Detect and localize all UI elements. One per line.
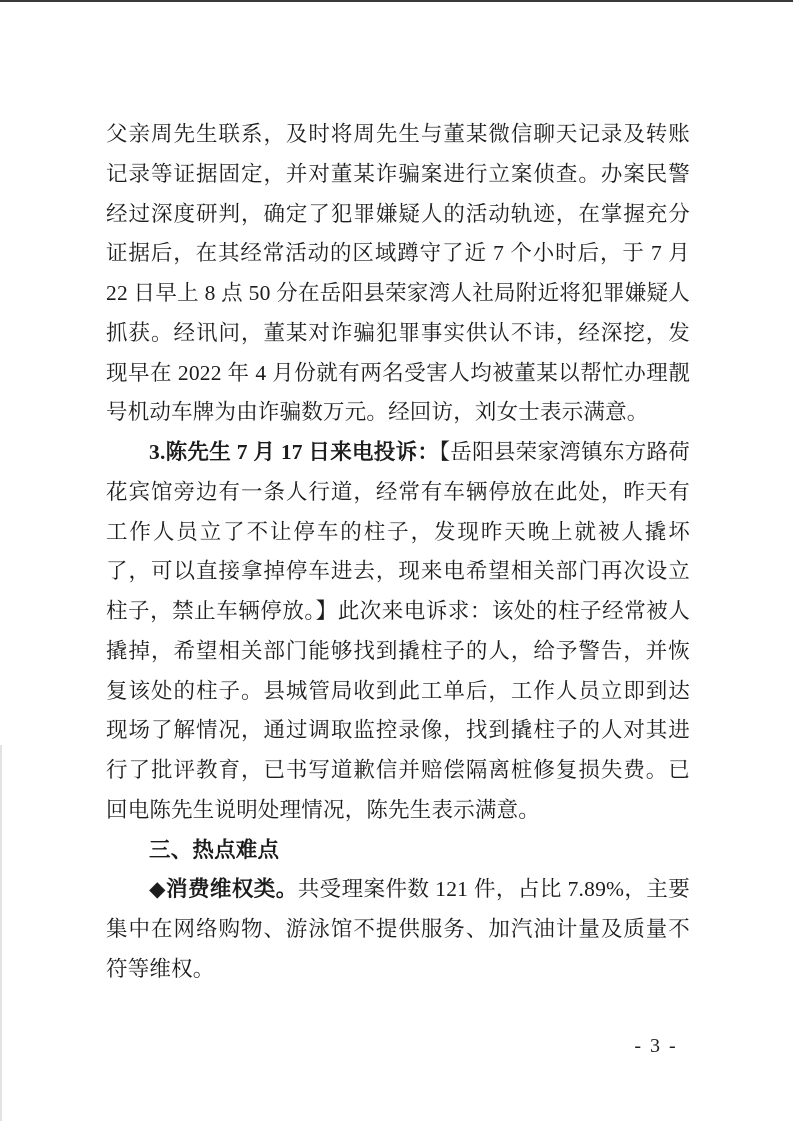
paragraph-consumer-rights-run: 共受理案件数 121 件，占比 7.89%，主要集中在网络购物、游泳馆不提供服务、加汽油计量及质量不符等维权。: [106, 877, 690, 981]
scan-edge-artifact-left: [0, 745, 2, 1121]
paragraph-case2-continuation-run: 父亲周先生联系，及时将周先生与董某微信聊天记录及转账记录等证据固定，并对董某诈骗案进行立案侦查。办案民警经过深度研判，确定了犯罪嫌疑人的活动轨迹，在掌握充分证据后，在其经常活动的区域蹲守了近 7 个小时后，于 7 月 22 日早上 8 点 50 分在岳阳县荣家湾人社局附近将犯罪嫌疑人抓获。经讯问，董某对诈骗犯罪事实供认不讳，经深挖，发现早在 2022 年 4 月份就有两名受害人均被董某以帮忙办理靓号机动车牌为由诈骗数万元。经回访，刘女士表示满意。: [106, 122, 690, 425]
page-number: - 3 -: [634, 1035, 678, 1057]
paragraph-consumer-rights: [106, 870, 690, 989]
paragraph-case3-complaint: [106, 433, 690, 831]
paragraph-case3-complaint-run: 【岳阳县荣家湾镇东方路荷花宾馆旁边有一条人行道，经常有车辆停放在此处，昨天有工作人员立了不让停车的柱子，发现昨天晚上就被人撬坏了，可以直接拿掉停车进去，现来电希望相关部门再次设立柱子，禁止车辆停放。】此次来电诉求：该处的柱子经常被人撬掉，希望相关部门能够找到撬柱子的人，给予警告，并恢复该处的柱子。县城管局收到此工单后，工作人员立即到达现场了解情况，通过调取监控录像，找到撬柱子的人对其进行了批评教育，已书写道歉信并赔偿隔离桩修复损失费。已回电陈先生说明处理情况，陈先生表示满意。: [106, 440, 690, 822]
paragraph-consumer-rights-run: ◆消费维权类。: [149, 877, 298, 902]
paragraph-case3-complaint-run: 3.陈先生 7 月 17 日来电投诉：: [149, 440, 440, 464]
document-body: [106, 115, 690, 990]
section-heading-hotspots-run: 三、热点难点: [149, 837, 280, 862]
scan-edge-artifact-top: [0, 0, 793, 2]
section-heading-hotspots: [106, 831, 690, 871]
paragraph-case2-continuation: [106, 115, 690, 433]
